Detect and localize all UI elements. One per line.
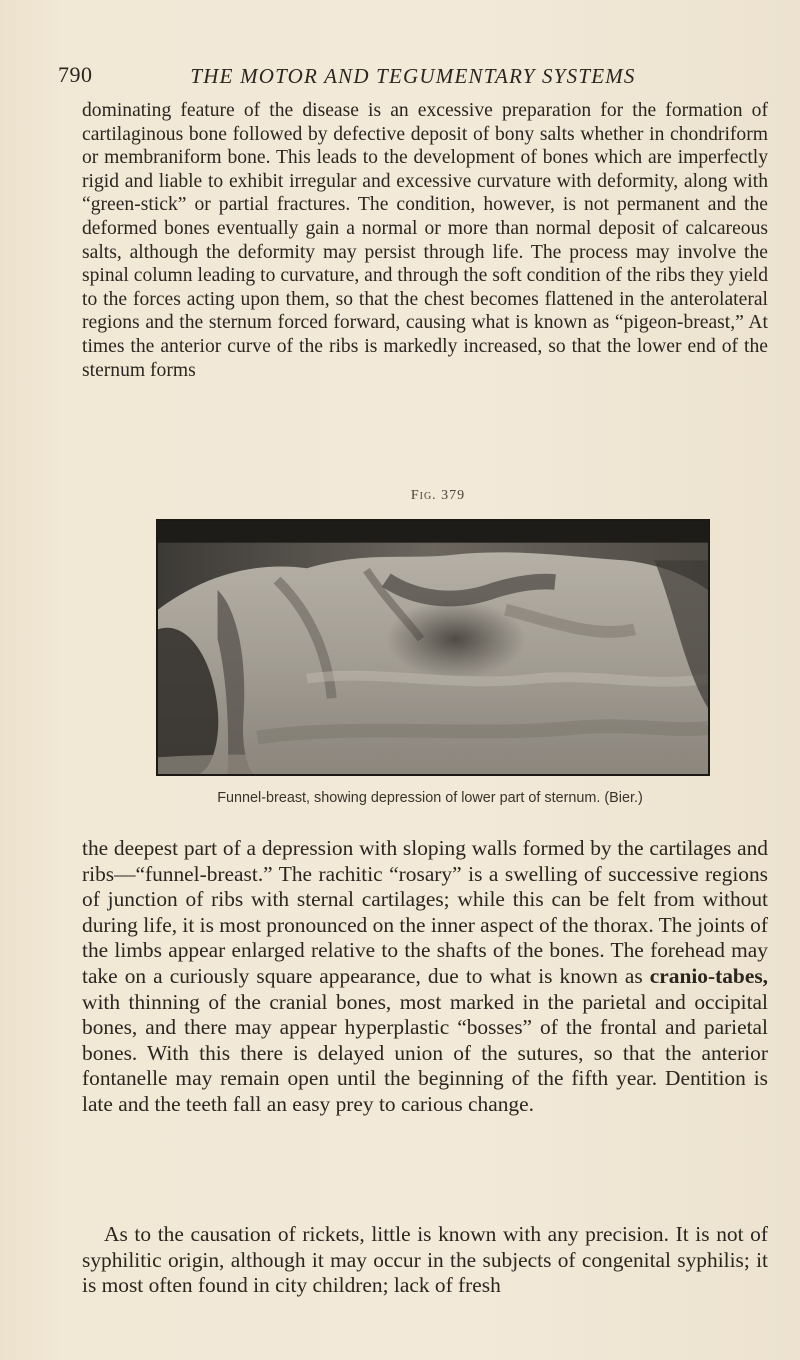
page-number: 790 — [58, 62, 93, 87]
figure-caption: Funnel-breast, showing depression of lower part of sternum. (Bier.) — [217, 790, 643, 806]
page-header — [58, 62, 768, 92]
body-paragraph-2 — [82, 836, 768, 1118]
figure-label: Fig. 379 — [410, 488, 466, 503]
term-cranio-tabes: cranio-tabes, — [649, 963, 768, 988]
running-head: THE MOTOR AND TEGUMENTARY SYSTEMS — [190, 64, 636, 88]
body-paragraph-3: As to the causation of rickets, little is known with any precision. It is not of syphilitic origin, although it may occur in the subjects of congenital syphilis; it is most often found in city children; lack of fresh — [82, 1222, 768, 1298]
figure-photograph — [156, 519, 710, 776]
funnel-breast-photo — [158, 521, 708, 774]
paragraph-2-text-b: with thinning of the cranial bones, most marked in the parietal and occipital bones, and there may appear hyperplastic “bosses” of the frontal and parietal bones. With this there is delayed union of the sutures, so that the anterior fontanelle may remain open until the beginning of the fifth year. Dentition is late and the teeth fall an easy prey to carious change. — [82, 989, 768, 1116]
body-paragraph-1: dominating feature of the disease is an excessive preparation for the formation of cartilaginous bone followed by defective deposit of bony salts whether in chondriform or membraniform bone. This leads to the development of bones which are imperfectly rigid and liable to exhibit irregular and excessive curvature with deformity, along with “green-stick” or partial fractures. The condition, however, is not permanent and the deformed bones eventually gain a normal or more than normal deposit of calcareous salts, although the deformity may persist through life. The process may involve the spinal column leading to curvature, and through the soft condition of the ribs they yield to the forces acting upon them, so that the chest becomes flattened in the anterolateral regions and the sternum forced forward, causing what is known as “pigeon-breast,” At times the anterior curve of the ribs is markedly increased, so that the lower end of the sternum forms — [82, 100, 768, 381]
paragraph-2-text-a: the deepest part of a depression with sloping walls formed by the cartilages and ribs—“funnel-breast.” The rachitic “rosary” is a swelling of successive regions of junction of ribs with sternal cartilages; while this can be felt from without during life, it is most pronounced on the inner aspect of the thorax. The joints of the limbs appear enlarged relative to the shafts of the bones. The forehead may take on a curiously square appearance, due to what is known as — [82, 836, 768, 988]
